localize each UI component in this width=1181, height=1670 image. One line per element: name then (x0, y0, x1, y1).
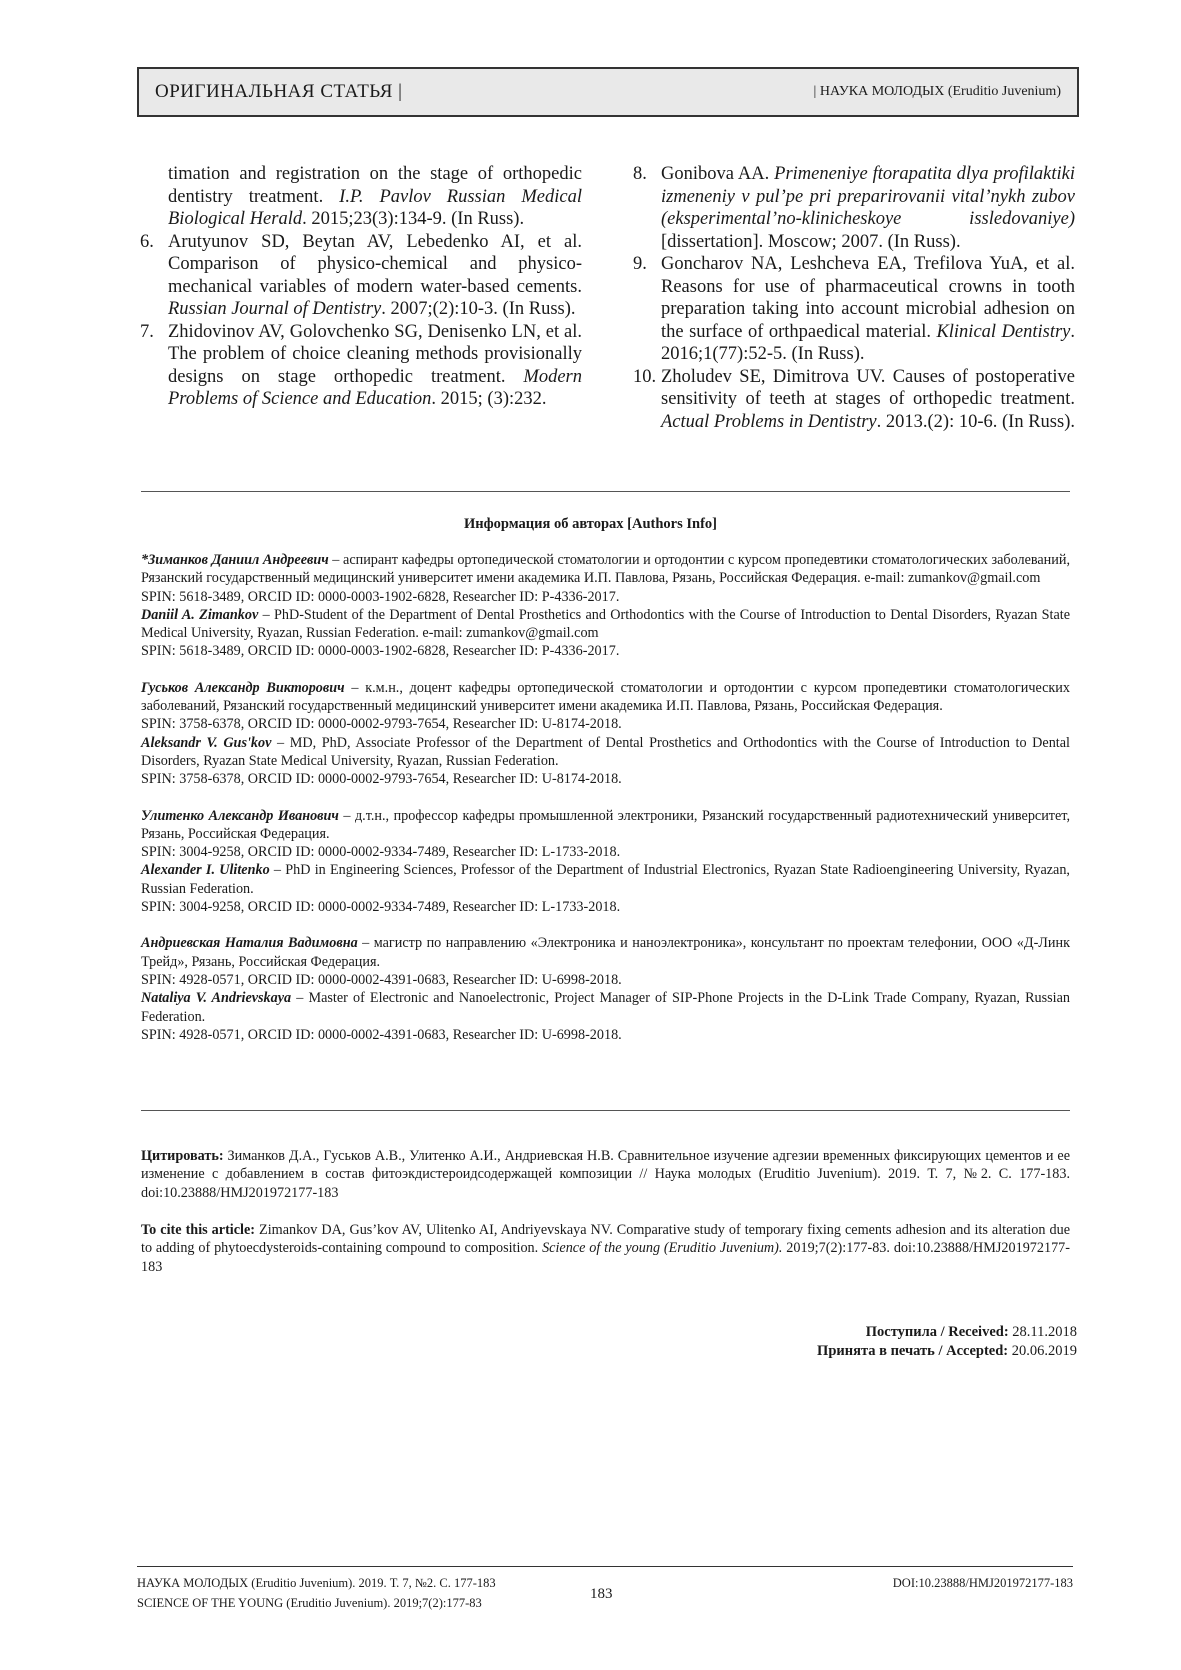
author-name-en: Aleksandr V. Gus'kov (141, 734, 272, 751)
footer-ru: НАУКА МОЛОДЫХ (Eruditio Juvenium). 2019. Т. 7, №2. С. 177-183 (137, 1576, 496, 1590)
author-ids: SPIN: 4928-0571, ORCID ID: 0000-0002-4391-0683, Researcher ID: U-6998-2018. (141, 1026, 622, 1043)
author-ids: SPIN: 3758-6378, ORCID ID: 0000-0002-9793-7654, Researcher ID: U-8174-2018. (141, 771, 622, 788)
reference-number: 7. (140, 321, 154, 342)
references-column-right (633, 163, 1075, 433)
author-name-en: Alexander I. Ulitenko (141, 862, 270, 879)
author-affiliation-ru: – аспирант кафедры ортопедической стоматологии и ортодонтии с курсом пропедевтики стоматологических заболеваний, Рязанский государственный медицинский университет имени академика И.П. Павлова, Рязань, Российская Федерация. e-mail: zumankov@gmail.com (141, 552, 1070, 587)
author-name-ru: *Зиманков Даниил Андреевич (141, 552, 329, 568)
cite-en-label: To cite this article: (141, 1222, 256, 1238)
cite-en-text-end: 2019;7(2):177-83. doi:10.23888/HMJ201972177-183 (141, 1240, 1070, 1275)
author-affiliation-en: – PhD in Engineering Sciences, Professor of the Department of Industrial Electronics, Ryazan State Radioengineering University, Ryazan, Russian Federation. (141, 862, 1070, 897)
author-ids: SPIN: 5618-3489, ORCID ID: 0000-0003-1902-6828, Researcher ID: P-4336-2017. (141, 588, 620, 605)
author-en (141, 861, 1070, 898)
footer-en: SCIENCE OF THE YOUNG (Eruditio Juvenium). 2019;7(2):177-83 (137, 1596, 482, 1610)
reference-text: Zholudev SE, Dimitrova UV. Causes of postoperative sensitivity of teeth at stages of orthopedic treatment. (661, 366, 1075, 409)
author-affiliation-en: – MD, PhD, Associate Professor of the Department of Dental Prosthetics and Orthodontics with the Course of Introduction to Dental Disorders, Ryazan State Medical University, Ryazan, Russian Federation. (141, 734, 1070, 769)
reference-item (140, 231, 582, 321)
author-ids: SPIN: 3004-9258, ORCID ID: 0000-0002-9334-7489, Researcher ID: L-1733-2018. (141, 844, 621, 861)
reference-source: Modern Problems of Science and Education (168, 366, 582, 409)
reference-number: 8. (633, 164, 647, 184)
reference-source: Primeneniye ftorapatita dlya profilaktiki izmeneniy v pul’pe pri preparirovanii vital’nykh zubov (eksperimental’no-klinicheskoye issledovaniye) (661, 164, 1075, 229)
author-affiliation-ru: – д.т.н., профессор кафедры промышленной электроники, Рязанский государственный радиотехнический университет, Рязань, Российская Федерация. (141, 807, 1070, 842)
reference-source: I.P. Pavlov Russian Medical Biological Herald (168, 186, 582, 229)
author-name-en: Daniil A. Zimankov (141, 606, 259, 623)
footer-divider (137, 1566, 1073, 1567)
references-column-left (140, 163, 582, 411)
author-name-en: Nataliya V. Andrievskaya (141, 990, 292, 1007)
cite-ru (141, 1147, 1070, 1202)
reference-source: Russian Journal of Dentistry (168, 299, 382, 319)
author-name-ru: Гуськов Александр Викторович (141, 679, 345, 696)
authors-info (141, 551, 1070, 1044)
received-date: 28.11.2018 (1008, 1324, 1077, 1340)
author-ids: SPIN: 5618-3489, ORCID ID: 0000-0003-1902-6828, Researcher ID: P-4336-2017. (141, 643, 620, 660)
divider (141, 1110, 1070, 1111)
cite-en-journal: Science of the young (Eruditio Juvenium). (542, 1240, 783, 1257)
divider (141, 491, 1070, 492)
author-ru (141, 934, 1070, 971)
footer-journal-info (137, 1573, 496, 1613)
reference-item (633, 366, 1075, 434)
reference-number: 6. (140, 231, 154, 252)
author-en (141, 734, 1070, 771)
reference-number: 9. (633, 254, 647, 274)
cite-ru-text: Зиманков Д.А., Гуськов А.В., Улитенко А.И., Андриевская Н.В. Сравнительное изучение адгезии временных фиксирующих цементов и ее изменение с добавлением в состав фитоэкдистероидсодержащей композиции // Наука молодых (Eruditio Juvenium). 2019. Т. 7, №2. С. 177-183. doi:10.23888/HMJ201972177-183 (141, 1148, 1070, 1201)
journal-label: | НАУКА МОЛОДЫХ (Eruditio Juvenium) (813, 84, 1061, 99)
reference-item (140, 163, 582, 231)
author-en (141, 606, 1070, 643)
reference-text: timation and registration on the stage of orthopedic dentistry treatment. (168, 164, 582, 207)
cite-en (141, 1221, 1070, 1276)
reference-text: [dissertation]. Moscow; 2007. (In Russ). (661, 231, 961, 252)
reference-number: 10. (633, 366, 657, 387)
author-name-ru: Улитенко Александр Иванович (141, 807, 339, 824)
authors-info-heading: Информация об авторах [Authors Info] (463, 516, 717, 532)
author-ids: SPIN: 3758-6378, ORCID ID: 0000-0002-9793-7654, Researcher ID: U-8174-2018. (141, 716, 622, 733)
reference-text: . 2015; (3):232. (431, 389, 547, 409)
author-ru (141, 807, 1070, 844)
reference-text: . 2015;23(3):134-9. (In Russ). (302, 209, 525, 229)
running-header (137, 67, 1079, 117)
cite-en-text: Zimankov DA, Gus’kov AV, Ulitenko AI, Andriyevskaya NV. Comparative study of temporary fixing cements adhesion and its alteration due to adding of phytoecdysteroids-containing compound to composition. (141, 1222, 1070, 1257)
author-affiliation-ru: – к.м.н., доцент кафедры ортопедической стоматологии и ортодонтии с курсом пропедевтики стоматологических заболеваний, Рязанский государственный медицинский университет имени академика И.П. Павлова, Рязань, Российская Федерация. (141, 679, 1070, 715)
received-label: Поступила / Received: (865, 1324, 1009, 1340)
reference-text: Goncharov NA, Leshcheva EA, Trefilova YuA, et al. Reasons for use of pharmaceutical crowns in tooth preparation taking into account microbial adhesion on the surface of orthpaedical material. (661, 254, 1075, 342)
author-name-ru: Андриевская Наталия Вадимовна (141, 935, 358, 952)
footer-doi: DOI:10.23888/HMJ201972177-183 (892, 1576, 1073, 1590)
reference-text: Arutyunov SD, Beytan AV, Lebedenko AI, et al. Comparison of physico-chemical and physico-mechanical variables of modern water-based cements. (168, 231, 582, 297)
author-ids: SPIN: 4928-0571, ORCID ID: 0000-0002-4391-0683, Researcher ID: U-6998-2018. (141, 971, 622, 988)
reference-text: . 2007;(2):10-3. (In Russ). (381, 299, 576, 319)
page-number: 183 (590, 1586, 613, 1602)
author-ru (141, 551, 1070, 588)
author-ids: SPIN: 3004-9258, ORCID ID: 0000-0002-9334-7489, Researcher ID: L-1733-2018. (141, 899, 621, 916)
author-affiliation-en: – Master of Electronic and Nanoelectronic, Project Manager of SIP-Phone Projects in the D-Link Trade Company, Ryazan, Russian Federation. (141, 990, 1071, 1025)
author-en (141, 989, 1070, 1026)
section-label: ОРИГИНАЛЬНАЯ СТАТЬЯ | (155, 81, 403, 102)
reference-text: Zhidovinov AV, Golovchenko SG, Denisenko LN, et al. The problem of choice cleaning methods provisionally designs on stage orthopedic treatment. (168, 321, 582, 387)
article-dates (817, 1323, 1077, 1361)
reference-source: Klinical Dentistry (936, 321, 1071, 342)
reference-text: . 2016;1(77):52-5. (In Russ). (661, 321, 1075, 364)
reference-text: . 2013.(2): 10-6. (In Russ). (876, 411, 1075, 432)
author-ru (141, 679, 1070, 716)
accepted-label: Принята в печать / Accepted: (817, 1343, 1009, 1359)
author-affiliation-ru: – магистр по направлению «Электроника и наноэлектроника», консультант по проектам телефонии, ООО «Д-Линк Трейд», Рязань, Российская Федерация. (141, 935, 1070, 970)
author-affiliation-en: – PhD-Student of the Department of Dental Prosthetics and Orthodontics with the Course of Introduction to Dental Disorders, Ryazan State Medical University, Ryazan, Russian Federation. e-mail: zumankov@gmail.com (141, 606, 1070, 642)
accepted-date: 20.06.2019 (1008, 1343, 1077, 1359)
reference-item (633, 253, 1075, 366)
reference-item (633, 163, 1075, 253)
reference-source: Actual Problems in Dentistry (661, 411, 877, 432)
cite-ru-label: Цитировать: (141, 1148, 224, 1164)
reference-item (140, 321, 582, 411)
reference-text: Gonibova AA. (661, 164, 775, 184)
